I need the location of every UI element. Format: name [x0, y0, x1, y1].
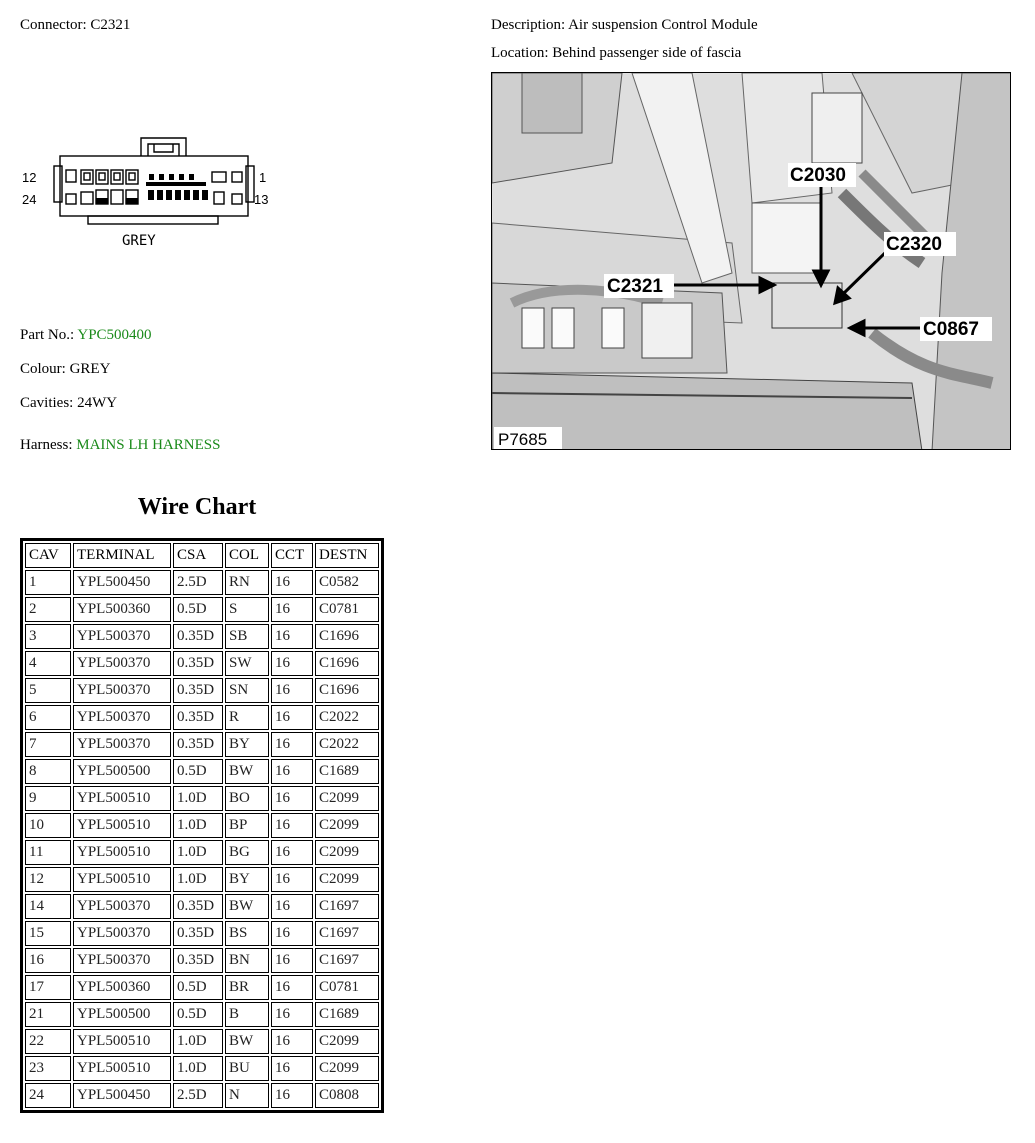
cell-csa: 1.0D	[173, 786, 223, 811]
cell-col: BS	[225, 921, 269, 946]
part-no-link[interactable]: YPC500400	[77, 327, 152, 343]
cell-col: BY	[225, 867, 269, 892]
cell-destn: C2022	[315, 732, 379, 757]
cell-destn: C1697	[315, 894, 379, 919]
cavities-label: Cavities:	[20, 395, 74, 411]
table-row	[25, 813, 379, 838]
cell-csa: 2.5D	[173, 1083, 223, 1108]
cell-cct: 16	[271, 651, 313, 676]
wire-chart-body	[25, 570, 379, 1108]
cell-cav: 16	[25, 948, 71, 973]
cell-terminal: YPL500360	[73, 597, 171, 622]
cell-cav: 11	[25, 840, 71, 865]
cell-cct: 16	[271, 1056, 313, 1081]
cell-cav: 3	[25, 624, 71, 649]
table-row	[25, 570, 379, 595]
table-row	[25, 840, 379, 865]
cell-destn: C1689	[315, 759, 379, 784]
cell-destn: C2099	[315, 1029, 379, 1054]
harness-line	[20, 437, 220, 454]
cell-cct: 16	[271, 813, 313, 838]
table-row	[25, 1029, 379, 1054]
cell-cct: 16	[271, 597, 313, 622]
cell-destn: C1696	[315, 651, 379, 676]
table-row	[25, 1083, 379, 1108]
cell-destn: C0808	[315, 1083, 379, 1108]
cell-terminal: YPL500500	[73, 759, 171, 784]
cell-cct: 16	[271, 894, 313, 919]
cell-destn: C1696	[315, 624, 379, 649]
colour-line	[20, 361, 110, 378]
table-row	[25, 894, 379, 919]
cell-terminal: YPL500360	[73, 975, 171, 1000]
cell-csa: 2.5D	[173, 570, 223, 595]
cell-terminal: YPL500510	[73, 786, 171, 811]
part-no-line	[20, 327, 152, 344]
part-no-label: Part No.:	[20, 327, 75, 343]
cell-col: BN	[225, 948, 269, 973]
cell-cct: 16	[271, 705, 313, 730]
cell-csa: 0.5D	[173, 597, 223, 622]
table-row	[25, 597, 379, 622]
table-row	[25, 975, 379, 1000]
cell-terminal: YPL500370	[73, 894, 171, 919]
cell-cav: 4	[25, 651, 71, 676]
cell-cav: 17	[25, 975, 71, 1000]
header-cav: CAV	[25, 543, 71, 568]
cell-csa: 1.0D	[173, 840, 223, 865]
cell-cav: 5	[25, 678, 71, 703]
cell-csa: 0.35D	[173, 624, 223, 649]
cell-csa: 0.35D	[173, 894, 223, 919]
cell-destn: C2022	[315, 705, 379, 730]
connector-value: C2321	[90, 17, 131, 33]
cell-csa: 0.35D	[173, 732, 223, 757]
location-line	[491, 45, 741, 62]
cell-terminal: YPL500500	[73, 1002, 171, 1027]
cell-cav: 24	[25, 1083, 71, 1108]
diagram-colour-label: GREY	[122, 233, 156, 249]
cell-cct: 16	[271, 732, 313, 757]
cell-destn: C2099	[315, 840, 379, 865]
wire-chart-title: Wire Chart	[137, 494, 257, 520]
cell-col: B	[225, 1002, 269, 1027]
cell-terminal: YPL500510	[73, 1056, 171, 1081]
cell-cct: 16	[271, 678, 313, 703]
callout-c2320: C2320	[886, 234, 942, 255]
cell-terminal: YPL500510	[73, 1029, 171, 1054]
cell-destn: C1697	[315, 921, 379, 946]
table-row	[25, 1002, 379, 1027]
table-row	[25, 921, 379, 946]
wire-chart-table	[20, 538, 384, 1113]
description-label: Description:	[491, 17, 566, 33]
table-row	[25, 705, 379, 730]
table-row	[25, 867, 379, 892]
cell-terminal: YPL500370	[73, 678, 171, 703]
cell-terminal: YPL500450	[73, 570, 171, 595]
cell-csa: 1.0D	[173, 867, 223, 892]
cell-col: BW	[225, 894, 269, 919]
pin-label-12: 12	[22, 170, 37, 185]
table-row	[25, 759, 379, 784]
cell-destn: C0781	[315, 597, 379, 622]
cell-cav: 10	[25, 813, 71, 838]
cell-cav: 8	[25, 759, 71, 784]
harness-label: Harness:	[20, 437, 73, 453]
cell-csa: 1.0D	[173, 1056, 223, 1081]
cell-col: RN	[225, 570, 269, 595]
cell-csa: 0.35D	[173, 651, 223, 676]
cell-terminal: YPL500370	[73, 624, 171, 649]
cell-destn: C2099	[315, 786, 379, 811]
cell-col: BW	[225, 759, 269, 784]
cell-cav: 23	[25, 1056, 71, 1081]
pin-label-24: 24	[22, 192, 37, 207]
pin-label-13: 13	[254, 192, 269, 207]
connector-face-diagram	[18, 128, 278, 258]
cell-cct: 16	[271, 759, 313, 784]
location-value: Behind passenger side of fascia	[552, 45, 742, 61]
cell-cav: 15	[25, 921, 71, 946]
table-row	[25, 651, 379, 676]
cell-csa: 1.0D	[173, 1029, 223, 1054]
callout-c2321: C2321	[607, 276, 663, 297]
header-destn: DESTN	[315, 543, 379, 568]
cell-col: SN	[225, 678, 269, 703]
cell-cct: 16	[271, 786, 313, 811]
cell-destn: C2099	[315, 813, 379, 838]
cell-terminal: YPL500450	[73, 1083, 171, 1108]
cell-csa: 1.0D	[173, 813, 223, 838]
photo-reference: P7685	[498, 430, 548, 449]
table-row	[25, 786, 379, 811]
cell-cct: 16	[271, 1083, 313, 1108]
cell-cav: 14	[25, 894, 71, 919]
cell-cct: 16	[271, 1029, 313, 1054]
cell-col: N	[225, 1083, 269, 1108]
header-cct: CCT	[271, 543, 313, 568]
cell-destn: C1696	[315, 678, 379, 703]
cell-destn: C1689	[315, 1002, 379, 1027]
cell-col: SW	[225, 651, 269, 676]
cavities-value: 24WY	[77, 395, 118, 411]
cell-col: S	[225, 597, 269, 622]
connector-label: Connector:	[20, 17, 87, 33]
cell-cav: 9	[25, 786, 71, 811]
cell-csa: 0.5D	[173, 759, 223, 784]
cell-cav: 2	[25, 597, 71, 622]
cell-terminal: YPL500370	[73, 948, 171, 973]
cell-cct: 16	[271, 570, 313, 595]
cell-cav: 1	[25, 570, 71, 595]
cell-terminal: YPL500370	[73, 705, 171, 730]
cavities-line	[20, 395, 117, 412]
cell-col: BY	[225, 732, 269, 757]
cell-csa: 0.35D	[173, 948, 223, 973]
cell-csa: 0.35D	[173, 705, 223, 730]
colour-value: GREY	[69, 361, 111, 377]
pin-label-1: 1	[259, 170, 267, 185]
table-row	[25, 1056, 379, 1081]
cell-col: BW	[225, 1029, 269, 1054]
location-label: Location:	[491, 45, 549, 61]
table-row	[25, 624, 379, 649]
cell-col: R	[225, 705, 269, 730]
table-row	[25, 678, 379, 703]
cell-cct: 16	[271, 867, 313, 892]
cell-terminal: YPL500510	[73, 840, 171, 865]
cell-col: BR	[225, 975, 269, 1000]
cell-cct: 16	[271, 624, 313, 649]
cell-col: BU	[225, 1056, 269, 1081]
header-col: COL	[225, 543, 269, 568]
cell-cct: 16	[271, 948, 313, 973]
header-terminal: TERMINAL	[73, 543, 171, 568]
callout-c0867: C0867	[923, 319, 979, 340]
cell-destn: C0582	[315, 570, 379, 595]
cell-cct: 16	[271, 1002, 313, 1027]
cell-col: BO	[225, 786, 269, 811]
cell-cav: 7	[25, 732, 71, 757]
cell-cct: 16	[271, 921, 313, 946]
connector-line	[20, 17, 130, 34]
location-photo	[491, 72, 1011, 450]
cell-cav: 21	[25, 1002, 71, 1027]
callout-c2030: C2030	[790, 165, 846, 186]
cell-col: SB	[225, 624, 269, 649]
cell-cav: 22	[25, 1029, 71, 1054]
cell-destn: C2099	[315, 1056, 379, 1081]
colour-label: Colour:	[20, 361, 66, 377]
wire-chart-header-row	[25, 543, 379, 568]
cell-terminal: YPL500370	[73, 921, 171, 946]
table-row	[25, 732, 379, 757]
harness-link[interactable]: MAINS LH HARNESS	[76, 437, 221, 453]
table-row	[25, 948, 379, 973]
cell-col: BG	[225, 840, 269, 865]
cell-cav: 12	[25, 867, 71, 892]
cell-csa: 0.35D	[173, 921, 223, 946]
cell-csa: 0.35D	[173, 678, 223, 703]
cell-terminal: YPL500370	[73, 732, 171, 757]
cell-terminal: YPL500510	[73, 867, 171, 892]
cell-csa: 0.5D	[173, 975, 223, 1000]
cell-cav: 6	[25, 705, 71, 730]
cell-csa: 0.5D	[173, 1002, 223, 1027]
cell-terminal: YPL500510	[73, 813, 171, 838]
description-value: Air suspension Control Module	[568, 17, 758, 33]
cell-terminal: YPL500370	[73, 651, 171, 676]
cell-cct: 16	[271, 975, 313, 1000]
cell-destn: C1697	[315, 948, 379, 973]
cell-destn: C2099	[315, 867, 379, 892]
cell-col: BP	[225, 813, 269, 838]
header-csa: CSA	[173, 543, 223, 568]
cell-cct: 16	[271, 840, 313, 865]
cell-destn: C0781	[315, 975, 379, 1000]
description-line	[491, 17, 758, 34]
